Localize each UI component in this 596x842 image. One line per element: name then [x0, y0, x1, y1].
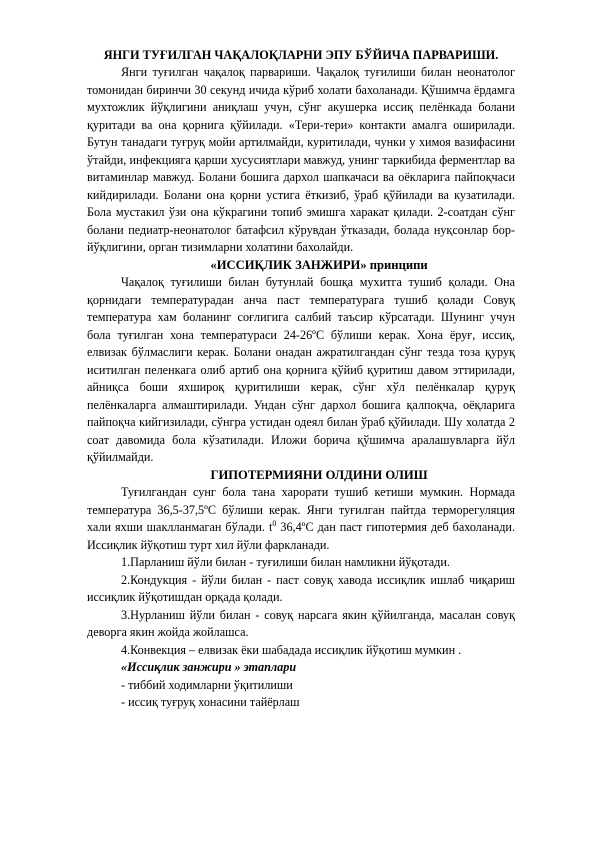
subheading-warm-chain: «ИССИҚЛИК ЗАНЖИРИ» принципи — [210, 257, 428, 272]
subheading-hypothermia: ГИПОТЕРМИЯНИ ОЛДИНИ ОЛИШ — [210, 467, 428, 482]
list-item: - тиббий ходимларни ўқитилиши — [121, 677, 293, 692]
list-item: 2.Кондукция - йўли билан - паст совуқ хавода иссиқлик ишлаб чиқариш иссиқлик йўқотишдан орқада қолади. — [87, 572, 515, 604]
hypothermia-text-start: Туғилгандан сунг бола тана харорати тушиб кетиши мумкин. Нормада температура 36,5-37,5ºС бўлиши керак. Янги туғилган пайтда терморегуляция хали яхши шаклланмаган бўлади. t — [87, 485, 515, 534]
document-heading: ЯНГИ ТУҒИЛГАН ЧАҚАЛОҚЛАРНИ ЭПУ БЎЙИЧА ПАРВАРИШИ. — [103, 48, 499, 62]
degree-superscript: 0 — [272, 518, 277, 528]
list-item: 4.Конвекция – елвизак ёки шабадада иссиқлик йўқотиш мумкин . — [121, 642, 462, 657]
list-item: 3.Нурланиш йўли билан - совуқ нарсага якин қўйилганда, масалан совуқ деворга якин жойда жойлашса. — [87, 607, 515, 639]
list-item: 1.Парланиш йўли билан - туғилиши билан намликни йўқотади. — [121, 555, 450, 569]
stages-heading: «Иссиқлик занжири » этаплари — [121, 660, 297, 674]
paragraph-warm-chain: Чақалоқ туғилиши билан бутунлай бошқа мухитга тушиб қолади. Она қорнидаги температурадан анча паст температурага тушиб қолади Совуқ температура хам боланинг соғлигига салбий таъсир кўрсатади. Шунинг учун бола туғилган хона температураси 24-26ºС бўлиши керак. Хона ёруғ, иссиқ, елвизак бўлмаслиги керак. Болани онадан ажратилгандан сўнг тезда тоза қуруқ иситилган пеленкага олиб артиб она қорнига қўйиб қуритиш давом эттирилади, айниқса боши яхшироқ қуритилиши керак, сўнг хўл пелёнкалар қуруқ пелёнкаларга алмаштирилади. Ундан сўнг дархол бошига қалпоқча, оёқларига пайпоқча кийгизилади, сўнгра устидан одеял билан ўраб қўйилади. Шу холатда 2 соат давомида бола кўзатилади. Иложи борича қўшимча аралашувларга йўл қўйилмайди. — [87, 275, 515, 464]
paragraph-newborn-care: Янги туғилган чақалоқ парвариши. Чақалоқ туғилиши билан неонатолог томонидан биринчи 30 секунд ичида кўриб холати бахоланади. Қўшимча ёрдамга мухтожлик йўқлигини аниқлаш учун, сўнг акушерка иссиқ пелёнкада болани қуритади ва она қорнига қўйилади. «Тери-тери» контакти амалга оширилади. Бутун танадаги туғруқ мойи артилмайди, куритилади, чунки у химоя вазифасини ўтайди, инфекцияга қарши хусусиятлари мавжуд, унинг таркибида ферментлар ва витаминлар мавжуд. Болани бошига дархол шапкачаси ва оёкларига пайпоқчаси кийдирилади. Болани она қорни устига ёткизиб, ўраб қўйилади ва кузатилади. Бола мустакил ўзи она кўкрагини топиб эмишга харакат қилади. 2-соатдан сўнг болани педиатр-неонатолог батафсил кўрувдан ўтказади, болада нуқсонлар бор-йўқлигини, орган тизимларни холатини бахолайди. — [87, 65, 515, 254]
list-item: - иссиқ туғруқ хонасини тайёрлаш — [121, 695, 300, 709]
paragraph-hypothermia — [87, 484, 515, 554]
text-column — [87, 47, 515, 712]
hypothermia-text-end: 36,4ºС дан паст гипотермия деб бахоланади. Иссиқлик йўқотиш турт хил йўли фаркланади. — [87, 520, 515, 552]
